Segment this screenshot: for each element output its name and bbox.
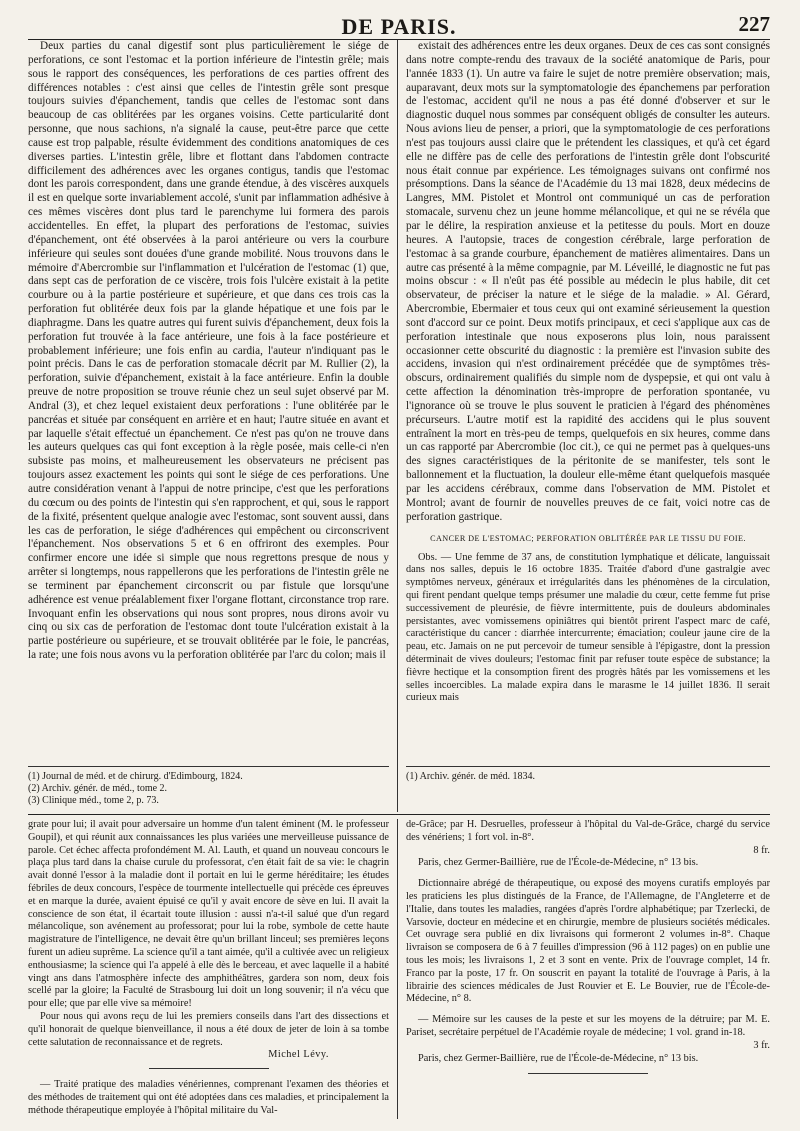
obituary-paragraph-closing: Pour nous qui avons reçu de lui les premiers conseils dans l'art des dissections et qu'il honorait de quelque bienveillance, il nous a été doux de jeter de loin à sa tombe cette salutation de reconnaissance et de regrets. <box>28 1010 389 1048</box>
bottom-section <box>28 819 770 1119</box>
listings-column <box>398 819 770 1119</box>
publisher-1: Paris, chez Germer-Baillière, rue de l'École-de-Médecine, n° 13 bis. <box>418 857 699 869</box>
obituary-column <box>28 819 398 1119</box>
top-section <box>28 40 770 766</box>
price-1: 8 fr. <box>753 844 770 856</box>
left-column <box>28 40 398 766</box>
footnote-2: (2) Archiv. génér. de méd., tome 2. <box>28 783 168 794</box>
footnote-1: (1) Journal de méd. et de chirurg. d'Edimbourg, 1824. <box>28 771 243 782</box>
footnote-rule <box>28 766 389 767</box>
right-footnotes <box>398 766 770 812</box>
page-header <box>28 10 770 40</box>
book-listing-1: de-Grâce; par H. Desruelles, professeur à l'hôpital du Val-de-Grâce, chargé du service des vénériens; 1 fort vol. in-8°. <box>406 819 770 843</box>
running-title: DE PARIS. <box>341 14 457 39</box>
signature: Michel Lévy. <box>268 1049 329 1061</box>
left-footnotes <box>28 766 398 812</box>
divider-rule <box>528 1073 648 1074</box>
right-column <box>398 40 770 766</box>
obituary-paragraph: grate pour lui; il avait pour adversaire un homme d'un talent éminent (M. le professeur Goupil), et qui réunit aux connaissances les plus variées une merveilleuse puissance de parole. Cet échec affecta profondément M. Al. Lauth, et quand un nouveau concours le plaça plus tard dans la chaise curule du professorat, c'en était fait de sa vie: le chagrin avait donné l'essor à la maladie dont il portait en lui le germe héréditaire; les études fébriles de deux concours, l'espèce de tourmente intellectuelle qui précède ces épreuves et en marque la durée, avaient épuisé ce qu'il y avait encore de sève en lui. Il avait la conscience de son état, il écartait toute illusion : aussi n'a-t-il salué que d'un regard mélancolique, son avénement au professorat; pour lui la robe, symbole de cette haute magistrature de l'intelligence, ne devait être qu'un brillant linceul; ses premières leçons furent un adieu suprême. La science qu'il a tant aimée, qu'il a cultivée avec un religieux enthousiasme; la science qui l'a appelé à elle dès le berceau, et avec laquelle il a habité vingt ans dans l'atmosphère infecte des amphithéâtres, gardera son nom, deux fois scellé par la gloire; la Faculté de Strasbourg lui doit un long souvenir; il n'a vécu que pour elle; que par elle vive sa mémoire! <box>28 819 389 1010</box>
case-heading: CANCER DE L'ESTOMAC; PERFORATION OBLITÉRÉE PAR LE TISSU DU FOIE. <box>430 533 746 543</box>
right-column-paragraph: existait des adhérences entre les deux organes. Deux de ces cas sont consignés dans notre compte-rendu des travaux de la société anatomique de Paris, pour l'année 1833 (1). Un autre va faire le sujet de notre première observation; mais, auparavant, deux mots sur la symptomatologie des épanchemens par perforation de l'estomac, accident qu'il ne nous a pas été donné d'observer et sur le diagnostic duquel nous sommes par conséquent obligés de consulter les auteurs. Nous avions lieu de penser, a priori, que la symptomatologie de ces perforations n'est pas toujours aussi claire que le prétendent les classiques, et qu'à cet égard elle ne diffère pas de celle des perforations de l'intestin grêle dont l'obscurité nous était connue par expérience. Les témoignages suivans ont confirmé nos présomptions. Dans la séance de l'Académie du 13 mai 1828, deux médecins de Langres, MM. Pistolet et Montrol ont communiqué un cas de perforation stomacale, survenu chez un jeune homme mélancolique, et qui ne se révéla que par le délire, la respiration anxieuse et la petitesse du pouls. Mort en douze heures. A l'autopsie, traces de congestion cérébrale, large perforation de l'estomac à sa grande courbure, épanchement de matières alimentaires. Dans un autre cas présenté à la même compagnie, par M. Léveillé, le diagnostic ne fut pas moins obscur : « Il n'eût pas été possible au médecin le plus habile, dit cet observateur, de préciser la nature et le siége de la maladie. » Al. Gérard, Abercrombie, Ebermaier et tous ceux qui ont examiné sérieusement la question sont d'accord sur ce point. Deux motifs principaux, et ceci s'applique aux cas de perforation intestinale que nous exposerons plus loin, nous paraissent occasionner cette obscurité du diagnostic : la première est l'invasion subite des accidens, invasion qui n'est ordinairement précédée que de symptômes très-obscurs, ordinairement qualifiés du simple nom de dyspepsie, et qui ont valu à cette affection la dénomination très-impropre de perforation spontanée, vu l'ignorance où se trouve le plus souvent le praticien à l'égard des phénomènes précurseurs. L'autre motif est la rapidité des accidens qui le plus souvent entraînent la mort en très-peu de temps, quelquefois en six heures, comme dans un cas rapporté par Abercrombie (loc cit.), ce qui ne permet pas à quelques-uns des signes caractéristiques de la péritonite de se manifester, tels sont le ballonnement et la fluctuation, la douleur elle-même étant quelquefois masquée par les accidens cérébraux, comme dans l'observation de MM. Pistolet et Montrol; avant de fournir de nouvelles preuves de ce fait, voici notre cas de perforation gastrique. <box>406 40 770 523</box>
section-divider <box>28 814 770 815</box>
divider-rule <box>149 1068 269 1069</box>
book-review: — Traité pratique des maladies vénériennes, comprenant l'examen des théories et des méthodes de traitement qui ont été adoptées dans ces maladies, et principalement la méthode thérapeutique employée à l'hôpital militaire du Val- <box>28 1079 389 1116</box>
observation-paragraph: Obs. — Une femme de 37 ans, de constitution lymphatique et délicate, languissait dans nos salles, depuis le 16 octobre 1835. Traitée d'abord d'une gastralgie avec symptômes nerveux, généraux et irrégularités dans les phénomènes de la circulation, qui firent pendant quelque temps présumer une maladie du cœur, cette femme fut prise successivement de pleurésie, de fièvre intermittente, puis de douleurs abdominales persistantes, avec vomissemens opiniâtres qui bientôt prirent l'aspect marc de café, caractéristique du cancer : diarrhée intercurrente; émaciation; couleur jaune cire de la peau, etc. Jamais on ne put percevoir de tumeur sensible à l'épigastre, dont la pression déterminait de vives douleurs; l'estomac finit par refuser toute espèce de substance; la fièvre hectique et la consomption firent des progrès hâtés par les vomissemens et les selles incoercibles. La malade expira dans le marasme le 14 juillet 1836. Il serait curieux mais <box>406 551 770 704</box>
footnotes-section <box>28 766 770 812</box>
book-listing-3: — Mémoire sur les causes de la peste et sur les moyens de la détruire; par M. E. Pariset, secrétaire perpétuel de l'Académie royale de médecine; 1 vol. grand in-18. <box>406 1014 770 1038</box>
book-listing-2: Dictionnaire abrégé de thérapeutique, ou exposé des moyens curatifs employés par les praticiens les plus distingués de la France, de l'Allemagne, de l'Angleterre et de l'Italie, dans toutes les maladies, rangées d'après l'ordre alphabétique; par Tzerlecki, de Varsovie, docteur en médecine et en chirurgie, membre de plusieurs sociétés médicales. Cet ouvrage sera publié en dix livraisons qui formeront 2 volumes in-8°. Chaque livraison se composera de 6 à 7 feuilles d'impression (96 à 112 pages) on en publie une tous les mois; les livraisons 1, 2 et 3 sont en vente. Prix de l'ouvrage complet, 14 fr. Franco par la poste, 17 fr. On souscrit en payant la totalité de l'ouvrage à Paris, à la librairie des sciences médicales de Just Rouvier et E. Le Bouvier, rue de l'École-de-Médecine, n° 8. <box>406 878 770 1005</box>
footnote-1: (1) Archiv. génér. de méd. 1834. <box>406 771 536 782</box>
footnote-rule <box>406 766 770 767</box>
footnote-3: (3) Clinique méd., tome 2, p. 73. <box>28 795 159 806</box>
page-number: 227 <box>738 12 770 36</box>
left-column-paragraph: Deux parties du canal digestif sont plus particulièrement le siége de perforations, ce sont l'estomac et la portion inférieure de l'intestin grêle; mais sous le rapport des conséquences, les perforations de ces parties offrent des différences notables : c'est ainsi que celles de l'intestin grêle sont presque toujours suivies d'épanchement, tandis que celles de l'estomac sont dans beaucoup de cas oblitérées par les organes voisins. Cette particularité dont personne, que nous sachions, n'a signalé la cause, peut-être parce que cette cause est trop palpable, résulte évidemment des conditions anatomiques de ces diverses parties. L'intestin grêle, libre et flottant dans l'abdomen contracte difficilement des adhérences avec les organes contigus, tandis que l'estomac dont les parois correspondent, dans une grande étendue, à des viscères auxquels il est en quelque sorte invariablement accolé, s'unit par inflammation adhésive à ces mêmes viscères dont plus tard le parenchyme lui formera des parois accidentelles. En effet, la plupart des perforations de l'estomac, suivies d'épanchement, ont été observées à la paroi antérieure ou vers la courbure inférieure qui seules sont douées d'une grande mobilité. Nous trouvons dans le mémoire d'Abercrombie sur l'inflammation et l'ulcération de l'estomac (1) que, dans sept cas de perforation de ce viscère, trois fois l'ulcère existait à la petite courbure ou à la partie postérieure et supérieure, et que dans ces trois cas la perforation fut oblitérée deux fois par la glande hépatique et une fois par le diaphragme. Dans les quatre autres qui furent suivis d'épanchement, deux fois la perforation fut trouvée à la face antérieure, une fois à la face postérieure et probablement inférieure; une fois enfin au cardia, l'auteur n'indiquant pas le point précis. Dans le cas de perforation stomacale décrit par M. Rullier (2), la perforation, suivie d'épanchement, existait à la face antérieure. Enfin la double preuve de notre proposition se trouve réunie chez un seul sujet observé par M. Andral (3), et chez lequel existaient deux perforations : l'une oblitérée par le pancréas et située par conséquent en arrière et en haut; l'autre située en avant et par laquelle s'était effectué un épanchement. Ce n'est pas qu'on ne trouve dans les auteurs quelques cas qui font exception à la règle posée, mais celle-ci n'en subsiste pas moins, et malheureusement les observateurs ne précisent pas toujours assez exactement les points qui sont le siége de ces perforations. Une autre considération venant à l'appui de notre principe, c'est que les perforations du cœcum ou des points de l'intestin qui s'en rapprochent, et qui, sous le rapport de la fixité, présentent quelque analogie avec l'estomac, sont souvent aussi, dans les cas de perforation, le siége d'adhérences qui empêchent ou circonscrivent l'épanchement. Nos observations 5 et 6 en offriront des exemples. Pour confirmer encore une idée si simple que nous regrettons presque de nous y arrêter si longtemps, nous rappellerons que les perforations de l'intestin grêle ne se terminent par épanchement circonscrit ou par fistule que lorsqu'une adhérence est venue préalablement fixer l'organe flottant, circonstance trop rare. Invoquant enfin les observations qui nous sont propres, nous dirons avoir vu cinq ou six cas de perforation de l'estomac dont toute l'ulcération existait à la partie postérieure ou supérieure, et se trouvait oblitérée par le foie, le pancréas, la rate; une fois nous avons vu la perforation oblitérée par l'arc du colon; mais il <box>28 40 389 662</box>
publisher-3: Paris, chez Germer-Baillière, rue de l'École-de-Médecine, n° 13 bis. <box>418 1052 699 1064</box>
price-3: 3 fr. <box>753 1039 770 1051</box>
header-rule <box>28 39 770 40</box>
